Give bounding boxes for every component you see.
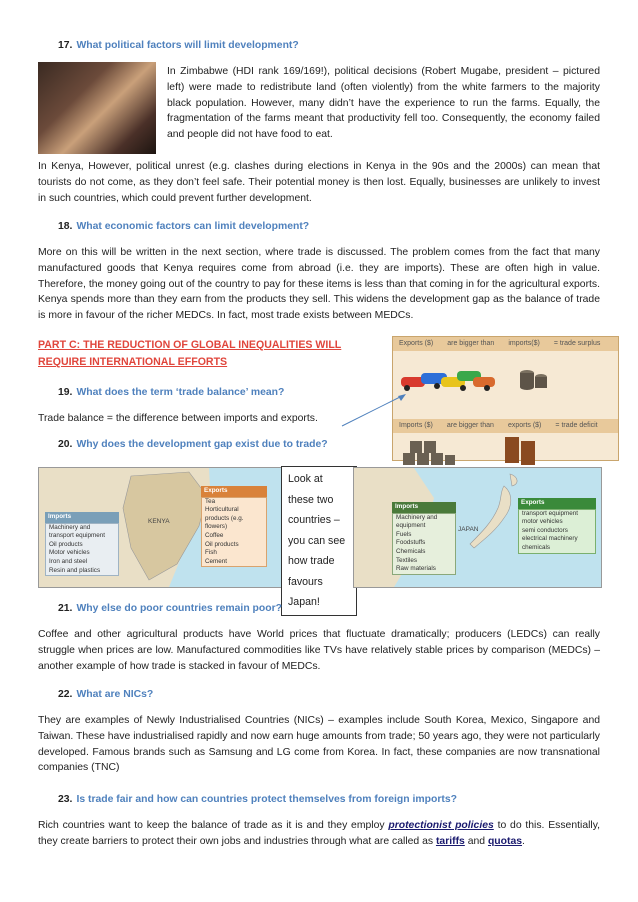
poor-countries-paragraph: Coffee and other agricultural products have World prices that fluctuate dramatically; producers (LEDCs) can really struggle when prices are low. Manufactured commodities like TVs have relatively stable prices by comparison (MEDCs) – another example of how trade is stacked in favour of MEDCs. [38, 629, 600, 672]
question-number: 23. [58, 794, 73, 805]
question-19 [58, 385, 284, 401]
trade-balance-diagram [392, 336, 619, 461]
question-22 [58, 687, 153, 703]
kenya-imports-table: Imports Machinery and transport equipment Oil products Motor vehicles Iron and steel Resin and plastics [45, 512, 119, 576]
question-23 [58, 792, 457, 808]
quotas-term: quotas [487, 835, 523, 847]
question-text: Is trade fair and how can countries protect themselves from foreign imports? [76, 794, 457, 805]
question-text: What are NICs? [76, 689, 154, 700]
question-text: What economic factors can limit development? [76, 221, 310, 232]
question-number: 17. [58, 40, 73, 51]
trade-surplus-bar: Exports ($) are bigger than imports($) = trade surplus [393, 337, 618, 351]
question-text: What does the term ‘trade balance’ mean? [76, 387, 285, 398]
japan-imports-table: Imports Machinery and equipment Fuels Foodstuffs Chemicals Textiles Raw materials [392, 502, 456, 575]
question-number: 20. [58, 439, 73, 450]
japan-callout-box: Look at these two countries – you can see how trade favours Japan! [281, 466, 357, 616]
kenya-country-label: KENYA [148, 518, 170, 525]
protectionist-policies-term: protectionist policies [388, 820, 494, 831]
pointer-arrow [340, 390, 410, 430]
kenya-trade-map [38, 467, 284, 588]
question-number: 18. [58, 221, 73, 232]
economic-paragraph: More on this will be written in the next section, where trade is discussed. The problem comes from the fact that many manufactured goods that Kenya requires come from abroad (i.e. they are imports). These are often high in value. Therefore, the money going out of the country to pay for these items is less than that coming in for the agricultural exports. Kenya spends more than they earn from the products they sell. This widens the development gap as the balance of trade is more in favour of the richer MEDCs. In fact, most trade exists between MEDCs. [38, 247, 600, 322]
kenya-paragraph: In Kenya, However, political unrest (e.g. clashes during elections in Kenya in the 90s and the 2000s) can mean that tourists do not come, as they don’t feel safe. Their potential money is then lost. Equally, businesses are unlikely to invest in such countries, which could prevent further development. [38, 161, 600, 204]
zimbabwe-paragraph: In Zimbabwe (HDI rank 169/169!), political decisions (Robert Mugabe, president – pictured left) were made to redistribute land (often violently) from the white farmers to the majority black population. However, many didn’t have the experience to run the farms. Equally, the fragmentation of the farms meant that productivity fell too. Consequently, the economy failed and people did not have food to eat. [167, 66, 600, 141]
question-20 [58, 437, 328, 453]
trade-deficit-bar: Imports ($) are bigger than exports ($) = trade deficit [393, 419, 618, 433]
question-number: 22. [58, 689, 73, 700]
japan-trade-map [353, 467, 602, 588]
cars-and-coins-illustration [393, 351, 618, 397]
question-number: 19. [58, 387, 73, 398]
japan-exports-table: Exports transport equipment motor vehicles semi conductors electrical machinery chemicals [518, 498, 596, 554]
question-17 [58, 38, 299, 54]
mugabe-photo [38, 62, 156, 154]
part-c-heading: PART C: THE REDUCTION OF GLOBAL INEQUALITIES WILL REQUIRE INTERNATIONAL EFFORTS [38, 339, 342, 368]
trade-balance-definition: Trade balance = the difference between imports and exports. [38, 413, 318, 424]
question-21 [58, 601, 282, 617]
japan-country-label: JAPAN [458, 526, 479, 533]
question-number: 21. [58, 603, 73, 614]
kenya-exports-table: Exports Tea Horticultural products (e.g. flowers) Coffee Oil products Fish Cement [201, 486, 267, 567]
protectionism-paragraph: Rich countries want to keep the balance of trade as it is and they employ protectionist policies to do this. Essentially, they create barriers to protect their own jobs and industries through what are called as tariffs and quotas. [38, 820, 601, 847]
question-18 [58, 219, 309, 235]
nics-paragraph: They are examples of Newly Industrialised Countries (NICs) – examples include South Korea, Mexico, Singapore and Taiwan. These have industrialised rapidly and now earn huge amounts from trade; 50 years ago, they were not particularly developed. Famous brands such as Samsung and LG come from Korea. In fact, these companies are now transnational companies (TNC) [38, 715, 600, 774]
tariffs-term: tariffs [435, 835, 465, 847]
question-text: What political factors will limit development? [76, 40, 299, 51]
question-text: Why does the development gap exist due to trade? [76, 439, 328, 450]
question-text: Why else do poor countries remain poor? [76, 603, 282, 614]
